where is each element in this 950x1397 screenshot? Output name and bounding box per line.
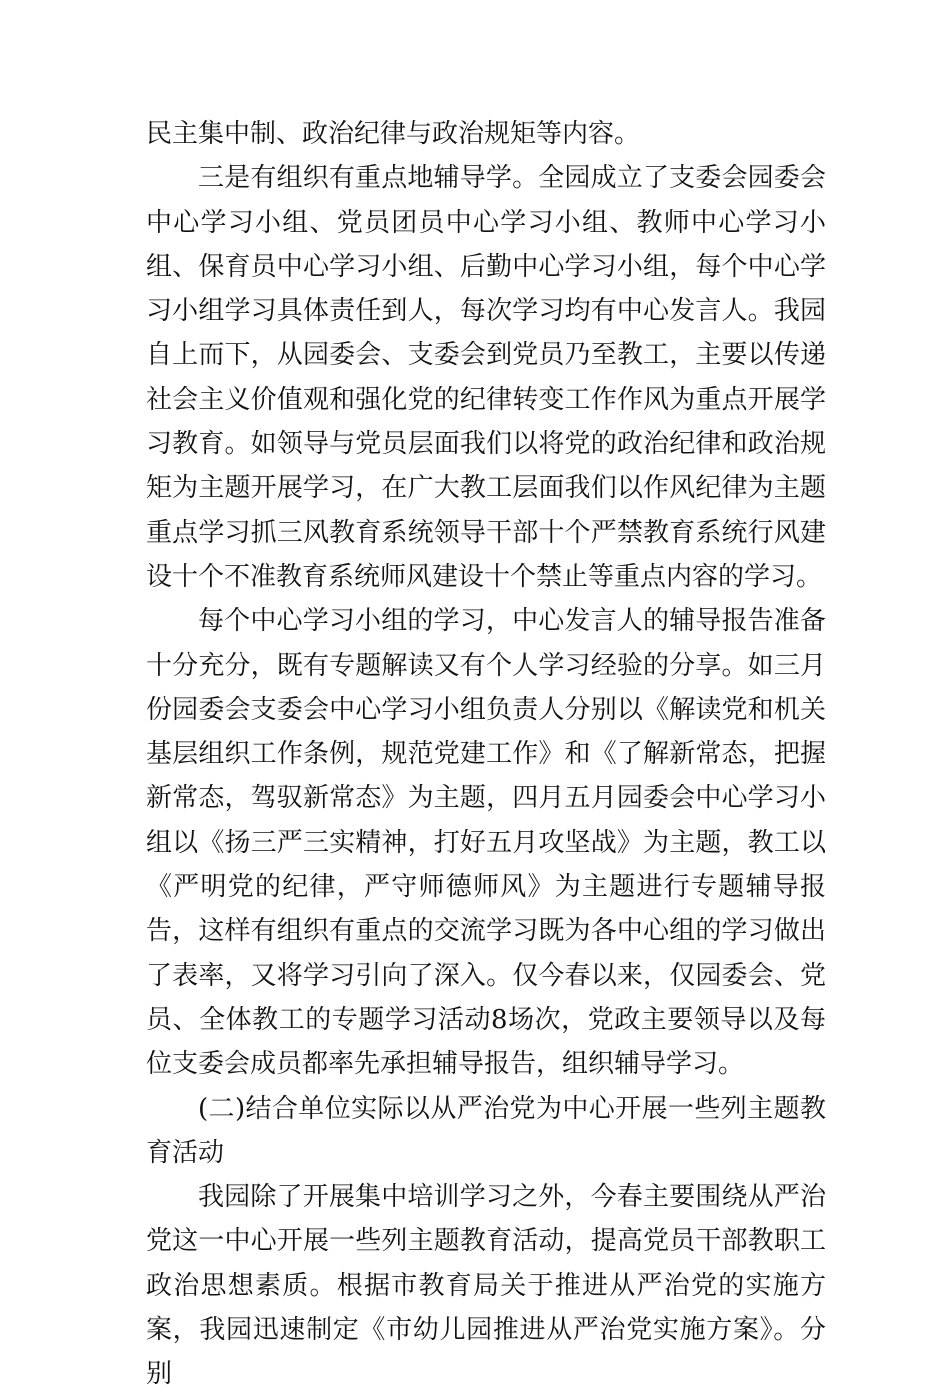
section-heading: (二)结合单位实际以从严治党为中心开展一些列主题教育活动: [146, 1093, 826, 1168]
paragraph-theme-activities: 我园除了开展集中培训学习之外，今春主要围绕从严治党这一中心开展一些列主题教育活动，提高党员干部教职工政治思想素质。根据市教育局关于推进从严治党的实施方案，我园迅速制定《市幼儿园推进从严治党实施方案》。分别: [146, 1182, 826, 1390]
paragraph-continuation: 民主集中制、政治纪律与政治规矩等内容。: [146, 119, 641, 149]
document-body: [146, 112, 826, 1397]
paragraph-guided-study: 三是有组织有重点地辅导学。全园成立了支委会园委会中心学习小组、党员团员中心学习小组、教师中心学习小组、保育员中心学习小组、后勤中心学习小组，每个中心学习小组学习具体责任到人，每次学习均有中心发言人。我园自上而下，从园委会、支委会到党员乃至教工，主要以传递社会主义价值观和强化党的纪律转变工作作风为重点开展学习教育。如领导与党员层面我们以将党的政治纪律和政治规矩为主题开展学习，在广大教工层面我们以作风纪律为主题重点学习抓三风教育系统领导干部十个严禁教育系统行风建设十个不准教育系统师风建设十个禁止等重点内容的学习。: [146, 163, 826, 592]
paragraph-study-groups: 每个中心学习小组的学习，中心发言人的辅导报告准备十分充分，既有专题解读又有个人学习经验的分享。如三月份园委会支委会中心学习小组负责人分别以《解读党和机关基层组织工作条例，规范党建工作》和《了解新常态，把握新常态，驾驭新常态》为主题，四月五月园委会中心学习小组以《扬三严三实精神，打好五月攻坚战》为主题，教工以《严明党的纪律，严守师德师风》为主题进行专题辅导报告，这样有组织有重点的交流学习既为各中心组的学习做出了表率，又将学习引向了深入。仅今春以来，仅园委会、党员、全体教工的专题学习活动8场次，党政主要领导以及每位支委会成员都率先承担辅导报告，组织辅导学习。: [146, 606, 826, 1080]
